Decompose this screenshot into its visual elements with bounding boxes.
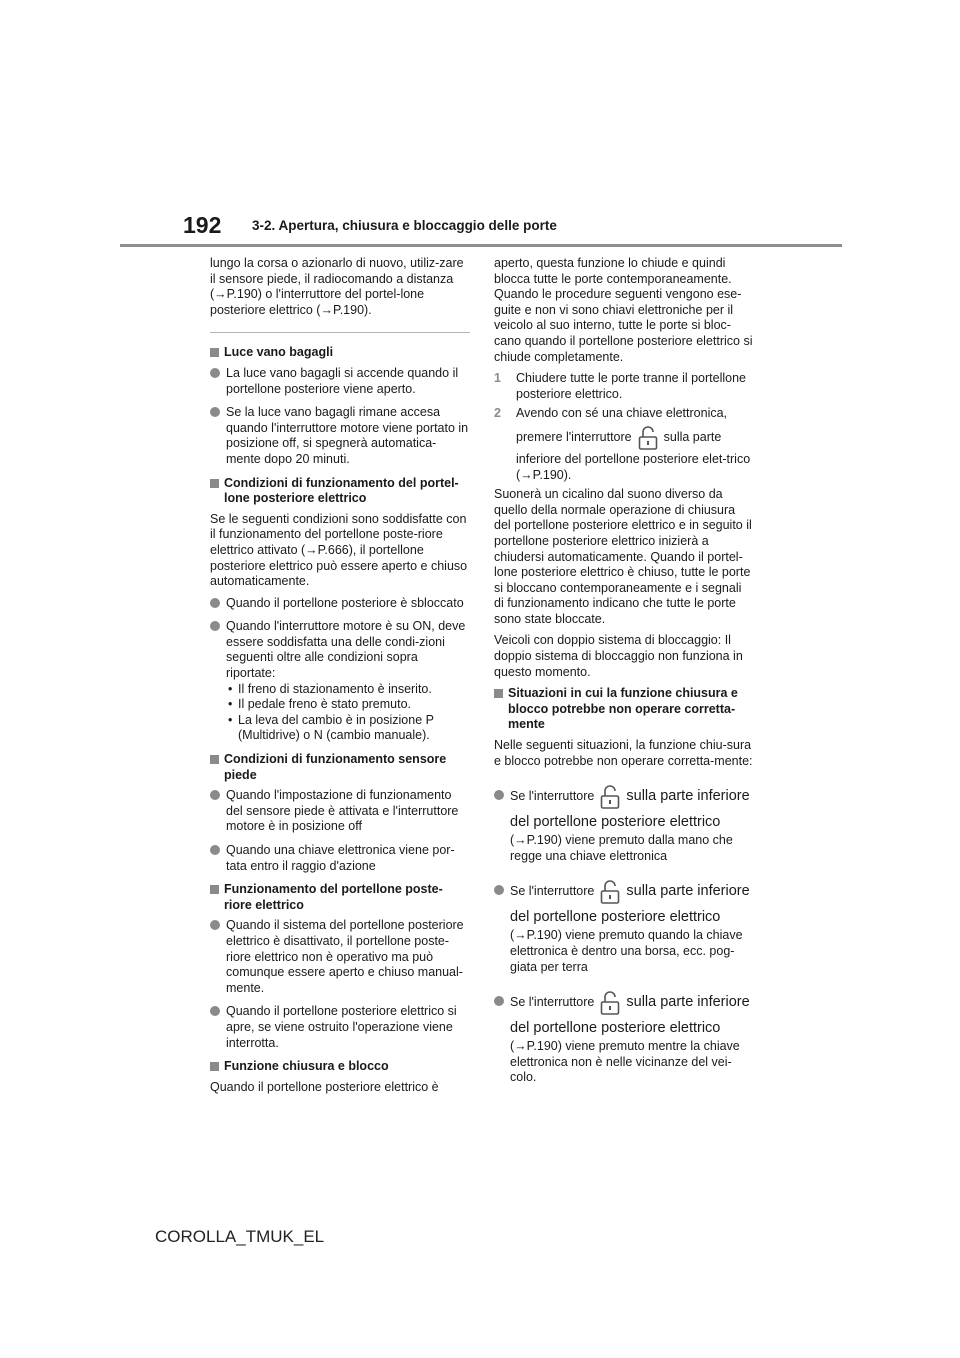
step-number: 1	[494, 371, 501, 386]
section-separator	[210, 332, 470, 333]
sub-item: • La leva del cambio è in posizione P (Multidrive) o N (cambio manuale).	[226, 713, 470, 744]
list-item: Quando l'interruttore motore è su ON, deve essere soddisfatta una delle condi-zioni seguenti oltre alle condizioni sopra riportate: • Il freno di stazionamento è inserito. • Il pedale freno è stato premuto. • La leva del cambio è in posizione P (Multidrive) o N (cambio manuale).	[210, 619, 470, 744]
heading-condizioni-portellone: Condizioni di funzionamento del portel-lone posteriore elettrico	[210, 476, 470, 507]
unlock-icon	[600, 990, 620, 1016]
paragraph: Se le seguenti condizioni sono soddisfatte con il funzionamento del portellone poste-riore elettrico attivato (→P.666), il portellone posteriore elettrico può essere aperto e chiuso automaticamente.	[210, 511, 468, 589]
bullet-icon	[210, 621, 220, 631]
section-title: 3-2. Apertura, chiusura e bloccaggio delle porte	[252, 218, 557, 233]
sub-item: • Il pedale freno è stato premuto.	[226, 697, 470, 713]
paragraph: Suonerà un cicalino dal suono diverso da quello della normale operazione di chiusura del portellone posteriore elettrico e in seguito il portellone posteriore elettrico inizierà a chiudersi automaticamente. Quando il portel-lone posteriore elettrico è chiuso, tutte le porte si bloccano contemporaneamente e i segnali di funzionamento indicano che tutte le porte sono state bloccate.	[494, 487, 752, 626]
unlock-icon	[600, 879, 620, 905]
page-header	[0, 212, 960, 246]
list-item: Quando il sistema del portellone posteriore elettrico è disattivato, il portellone poste-riore elettrico non è operativo ma può comunque essere aperto e chiuso manual-mente.	[210, 918, 470, 996]
step-1: 1 Chiudere tutte le porte tranne il portellone posteriore elettrico.	[494, 371, 747, 401]
unlock-icon	[600, 784, 620, 810]
list-item: Quando il portellone posteriore elettrico si apre, se viene ostruito l'operazione viene interrotta.	[210, 1004, 470, 1051]
bullet-icon	[494, 996, 504, 1006]
bullet-icon	[210, 845, 220, 855]
header-divider	[120, 244, 842, 247]
list-item: Se l'interruttore sulla parte inferiore del portellone posteriore elettrico (→P.190) viene premuto quando la chiave elettronica è dentro una borsa, ecc. pog-giata per terra	[494, 876, 754, 975]
paragraph: aperto, questa funzione lo chiude e quindi blocca tutte le porte contemporaneamente. Quando le procedure seguenti vengono ese-guite e non vi sono chiavi elettroniche per il veicolo al suo interno, tutte le porte si bloc-cano quando il portellone posteriore elettrico si chiude completamente.	[494, 256, 753, 364]
bullet-icon	[494, 790, 504, 800]
list-item: La luce vano bagagli si accende quando il portellone posteriore viene aperto.	[210, 366, 470, 397]
heading-situazioni: Situazioni in cui la funzione chiusura e blocco potrebbe non operare corretta-mente	[494, 686, 754, 733]
heading-chiusura-blocco: Funzione chiusura e blocco	[210, 1059, 470, 1075]
unlock-icon	[638, 425, 658, 451]
intro-paragraph: lungo la corsa o azionarlo di nuovo, utiliz-zare il sensore piede, il radiocomando a distanza (→P.190) o l'interruttore del portel-lone posteriore elettrico (→P.190).	[210, 256, 464, 317]
bullet-icon	[210, 407, 220, 417]
heading-funzionamento-portellone: Funzionamento del portellone poste-riore elettrico	[210, 882, 470, 913]
heading-luce-vano-bagagli: Luce vano bagagli	[210, 345, 470, 361]
list-item: Se la luce vano bagagli rimane accesa quando l'interruttore motore viene portato in posizione off, si spegnerà automatica-mente dopo 20 minuti.	[210, 405, 470, 467]
bullet-icon	[210, 1006, 220, 1016]
list-item: Se l'interruttore sulla parte inferiore del portellone posteriore elettrico (→P.190) viene premuto dalla mano che regge una chiave elettronica	[494, 781, 754, 864]
bullet-icon	[210, 368, 220, 378]
heading-sensore-piede: Condizioni di funzionamento sensore piede	[210, 752, 470, 783]
sub-item: • Il freno di stazionamento è inserito.	[226, 682, 470, 698]
paragraph: Veicoli con doppio sistema di bloccaggio: Il doppio sistema di bloccaggio non funziona in questo momento.	[494, 633, 743, 679]
list-item: Quando l'impostazione di funzionamento del sensore piede è attivata e l'interruttore motore è in posizione off	[210, 788, 470, 835]
list-item: Quando una chiave elettronica viene por-tata entro il raggio d'azione	[210, 843, 470, 874]
bullet-icon	[210, 790, 220, 800]
bullet-icon	[494, 885, 504, 895]
page-number: 192	[183, 212, 222, 238]
step-2: 2 Avendo con sé una chiave elettronica, premere l'interruttore sulla parte inferiore del portellone posteriore elet-trico (→P.190).	[494, 406, 751, 482]
list-item: Quando il portellone posteriore è sbloccato	[210, 596, 470, 612]
paragraph: Nelle seguenti situazioni, la funzione chiu-sura e blocco potrebbe non operare corretta-mente:	[494, 738, 753, 768]
list-item: Se l'interruttore sulla parte inferiore del portellone posteriore elettrico (→P.190) viene premuto mentre la chiave elettronica non è nelle vicinanze del vei-colo.	[494, 987, 754, 1086]
bullet-icon	[210, 598, 220, 608]
step-number: 2	[494, 406, 501, 421]
left-column	[210, 256, 470, 1101]
right-column	[494, 256, 754, 1094]
paragraph: Quando il portellone posteriore elettrico è	[210, 1079, 439, 1094]
bullet-icon	[210, 920, 220, 930]
footer-code: COROLLA_TMUK_EL	[155, 1227, 325, 1246]
